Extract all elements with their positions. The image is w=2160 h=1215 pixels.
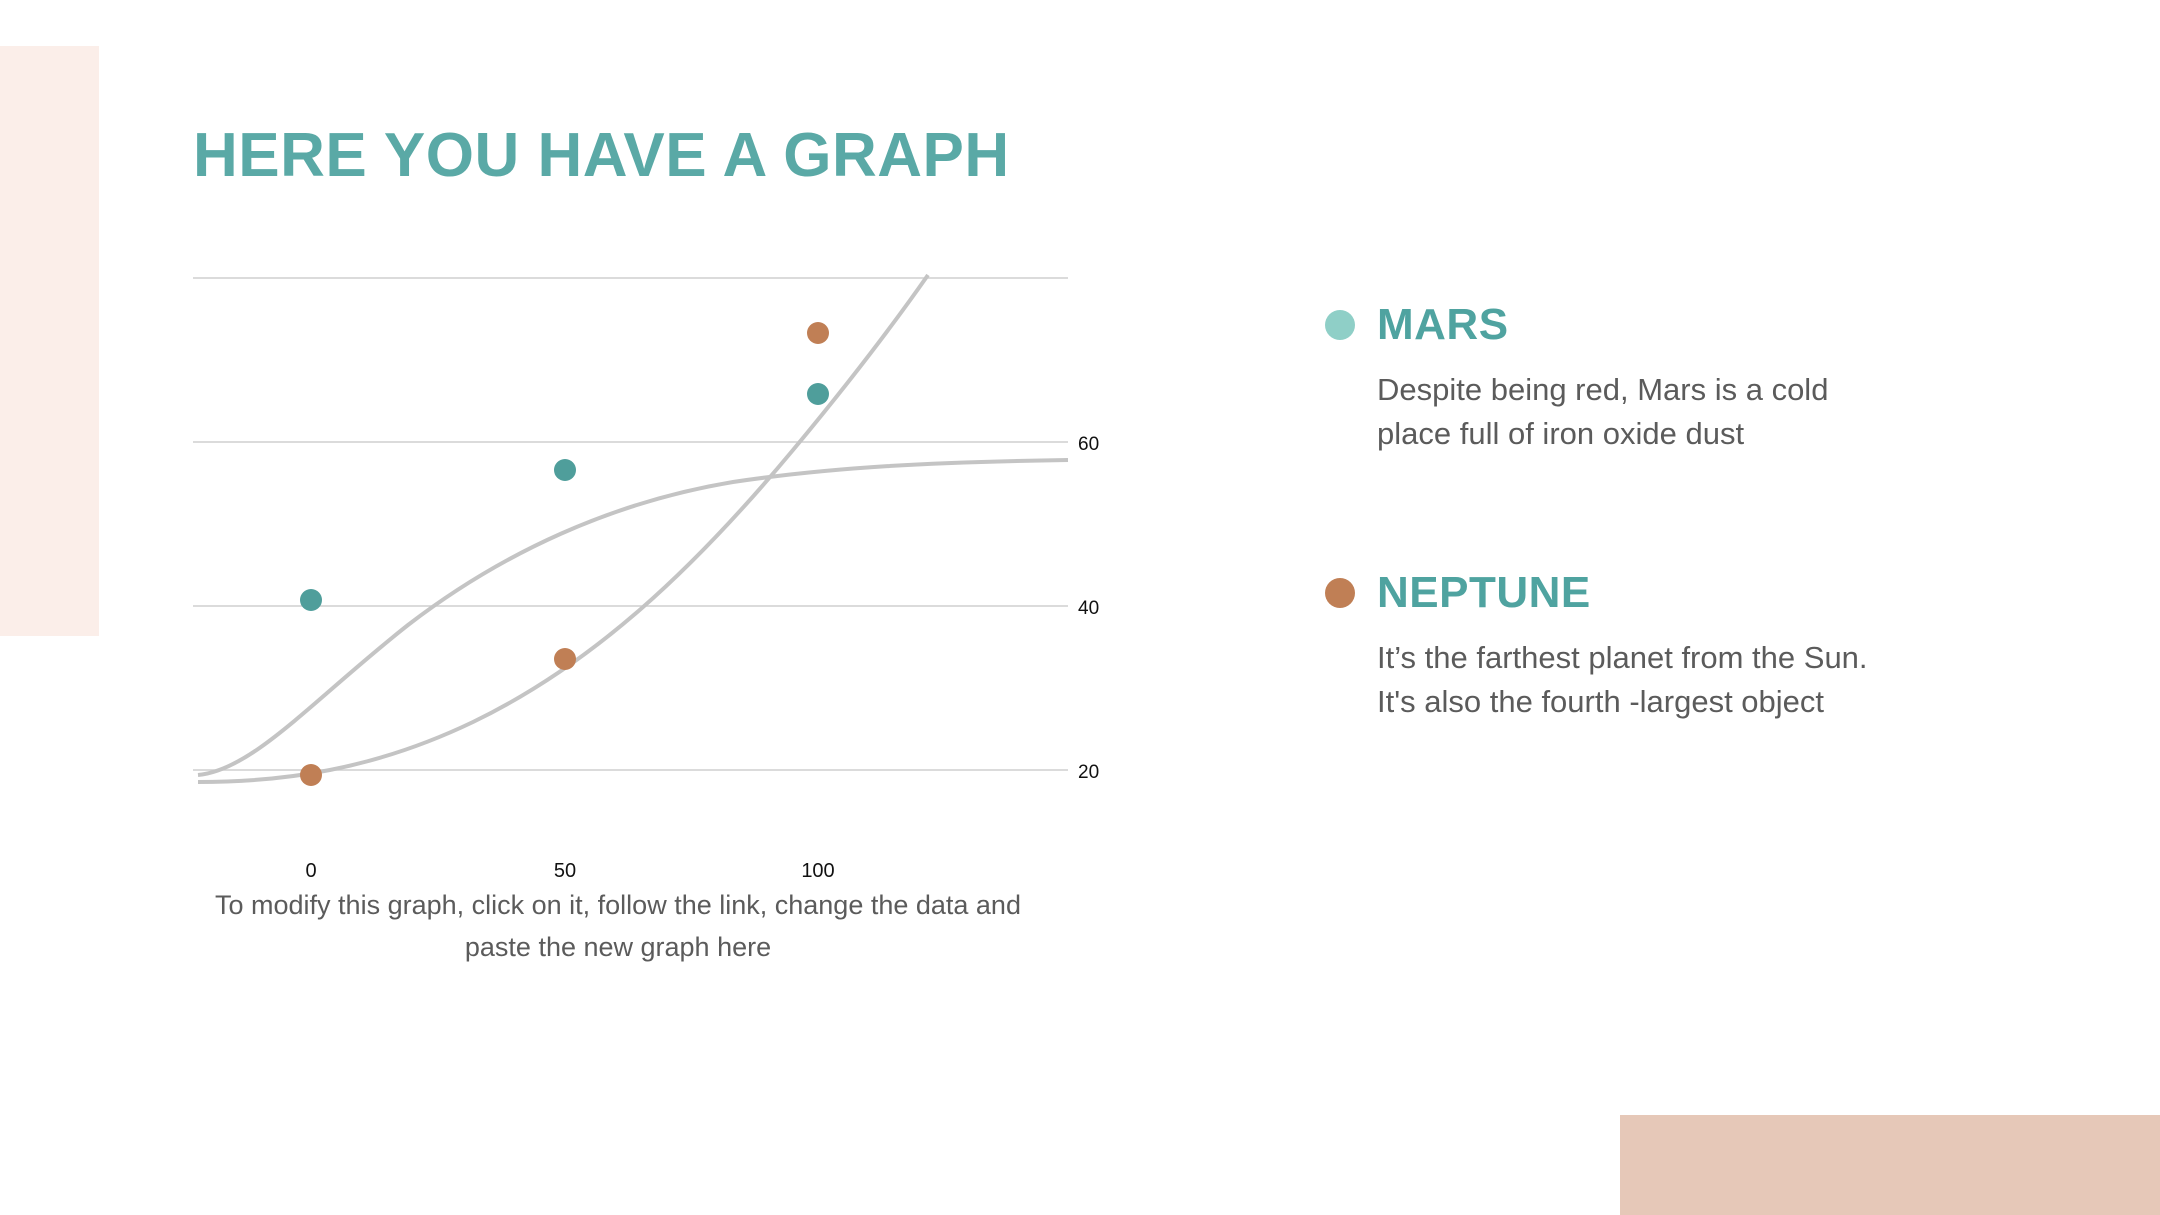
chart-plot — [193, 270, 1100, 882]
fact-body-neptune: It’s the farthest planet from the Sun. It's also the fourth -largest object — [1377, 640, 1868, 720]
fact-header-mars — [1325, 300, 1945, 350]
decorative-left-panel — [0, 46, 99, 636]
series-markers-neptune — [300, 322, 829, 786]
x-axis-tick-100: 100 — [801, 860, 835, 882]
y-axis-tick-20: 20 — [1078, 762, 1100, 783]
series-markers-mars — [300, 383, 829, 611]
chart-container — [193, 270, 1100, 962]
chart-caption: To modify this graph, click on it, follow the link, change the data and paste the new graph here — [215, 890, 1021, 962]
fact-item-mars — [1325, 300, 1945, 456]
fact-header-neptune — [1325, 568, 1945, 618]
fact-item-neptune — [1325, 568, 1945, 724]
decorative-bottom-right-panel — [1620, 1115, 2160, 1215]
fact-title-mars: MARS — [1377, 300, 1509, 349]
series-line-neptune — [198, 275, 928, 782]
fact-title-neptune: NEPTUNE — [1377, 568, 1591, 618]
facts-column — [1325, 300, 1945, 836]
x-axis-tick-0: 0 — [305, 860, 317, 882]
bullet-dot-icon — [1325, 310, 1355, 340]
x-axis-tick-50: 50 — [553, 860, 577, 882]
page-title: HERE YOU HAVE A GRAPH — [193, 121, 1010, 190]
fact-body-mars: Despite being red, Mars is a cold place full of iron oxide dust — [1377, 372, 1829, 452]
y-axis-tick-60: 60 — [1078, 434, 1100, 455]
chart-svg — [193, 270, 1093, 810]
bullet-dot-icon — [1325, 578, 1355, 608]
y-axis-tick-40: 40 — [1078, 598, 1100, 619]
